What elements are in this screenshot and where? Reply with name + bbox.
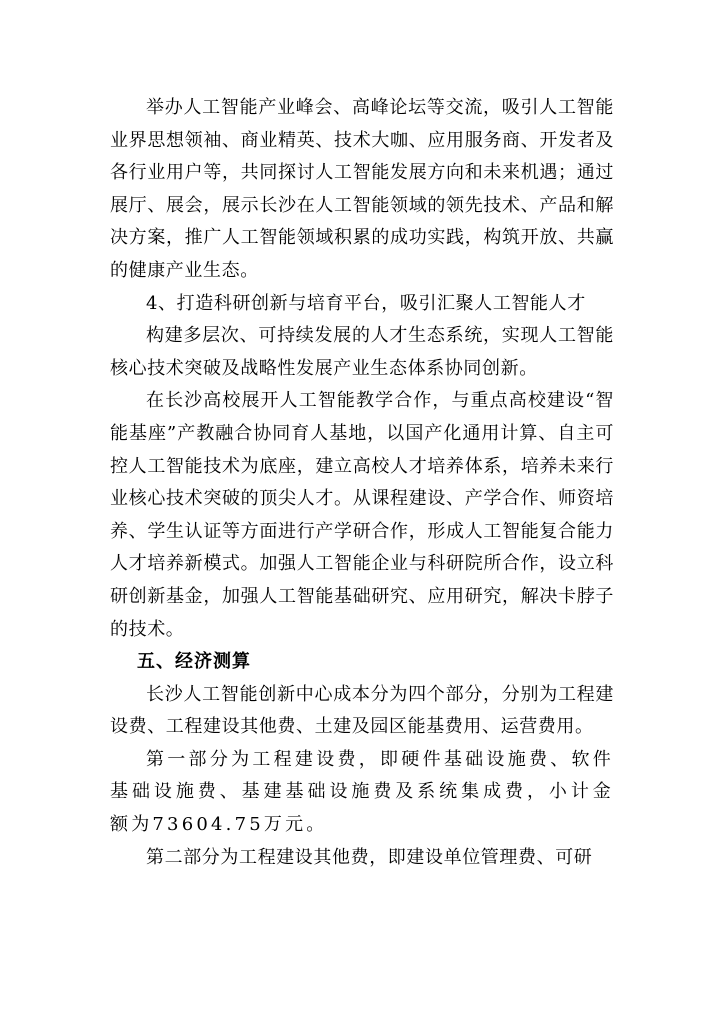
paragraph-cost-overview: 长沙人工智能创新中心成本分为四个部分，分别为工程建设费、工程建设其他费、土建及园区能基费用、运营费用。 — [110, 683, 614, 738]
paragraph-university-cooperation: 在长沙高校展开人工智能教学合作，与重点高校建设“智能基座”产教融合协同育人基地，以国产化通用计算、自主可控人工智能技术为底座，建立高校人才培养体系，培养未来行业核心技术突破的顶尖人才。从课程建设、产学合作、师资培养、学生认证等方面进行产学研合作，形成人工智能复合能力人才培养新模式。加强人工智能企业与科研院所合作，设立科研创新基金，加强人工智能基础研究、应用研究，解决卡脖子的技术。 — [110, 390, 614, 640]
item-heading-research-platform: 4、打造科研创新与培育平台，吸引汇聚人工智能人才 — [146, 292, 586, 314]
document-page — [110, 92, 614, 874]
paragraph-cost-part-two: 第二部分为工程建设其他费，即建设单位管理费、可研 — [146, 846, 593, 868]
paragraph-talent-ecosystem: 构建多层次、可持续发展的人才生态系统，实现人工智能核心技术突破及战略性发展产业生态体系协同创新。 — [110, 325, 614, 379]
paragraph-cost-part-one: 第一部分为工程建设费，即硬件基础设施费、软件基础设施费、基建基础设施费及系统集成费，小计金额为73604.75万元。 — [110, 748, 614, 836]
section-heading-economic-estimate: 五、经济测算 — [137, 651, 251, 673]
paragraph-industry-summit: 举办人工智能产业峰会、高峰论坛等交流，吸引人工智能业界思想领袖、商业精英、技术大咖、应用服务商、开发者及各行业用户等，共同探讨人工智能发展方向和未来机遇；通过展厅、展会，展示长沙在人工智能领域的领先技术、产品和解决方案，推广人工智能领域积累的成功实践，构筑开放、共赢的健康产业生态。 — [110, 97, 614, 281]
